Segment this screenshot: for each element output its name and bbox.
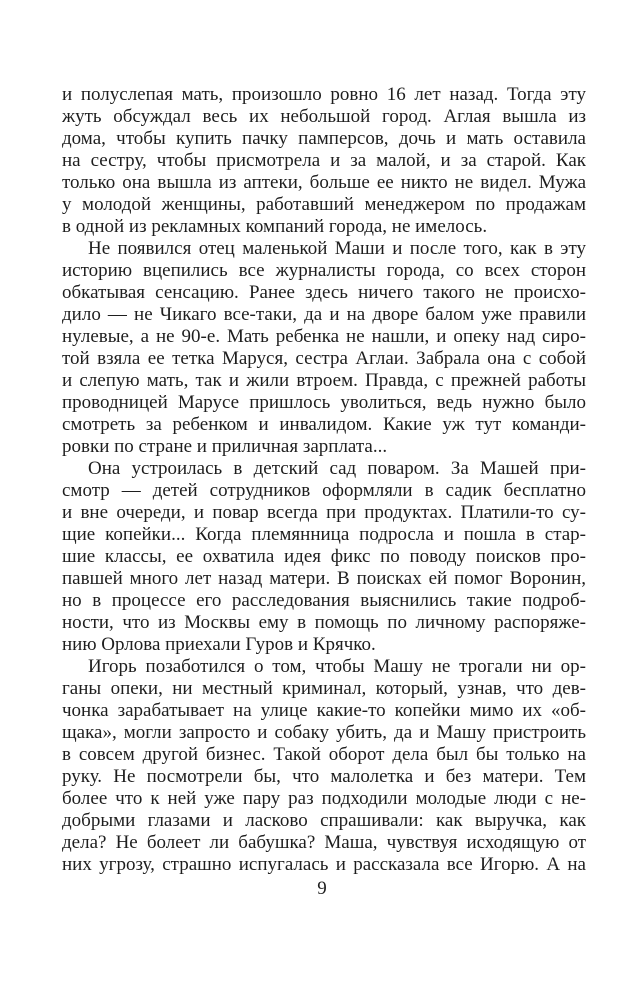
text-line: обкатывая сенсацию. Ранее здесь ничего такого не происхо- bbox=[62, 282, 586, 303]
text-line: в совсем другой бизнес. Такой оборот дела был бы только на bbox=[62, 744, 586, 765]
text-line: ности, что из Москвы ему в помощь по личному распоряже- bbox=[62, 612, 586, 633]
paragraph bbox=[62, 84, 586, 238]
text-line: щака», могли запросто и собаку убить, да и Машу пристроить bbox=[62, 722, 586, 743]
text-line: руку. Не посмотрели бы, что малолетка и без матери. Тем bbox=[62, 766, 586, 787]
text-line: нию Орлова приехали Гуров и Крячко. bbox=[62, 634, 376, 655]
text-line: смотреть за ребенком и инвалидом. Какие уж тут команди- bbox=[62, 414, 586, 435]
text-line: историю вцепились все журналисты города, со всех сторон bbox=[62, 260, 586, 281]
text-line: щие копейки... Когда племянница подросла и пошла в стар- bbox=[62, 524, 586, 545]
text-line: Игорь позаботился о том, чтобы Машу не трогали ни ор- bbox=[88, 656, 586, 677]
text-line: и полуслепая мать, произошло ровно 16 лет назад. Тогда эту bbox=[62, 84, 586, 105]
text-line: ровки по стране и приличная зарплата... bbox=[62, 436, 388, 457]
text-line: и вне очереди, и повар всегда при продуктах. Платили-то су- bbox=[62, 502, 586, 523]
text-line: только она вышла из аптеки, больше ее никто не видел. Мужа bbox=[62, 172, 586, 193]
text-line: той взяла ее тетка Маруся, сестра Аглаи. Забрала она с собой bbox=[62, 348, 586, 369]
text-line: у молодой женщины, работавший менеджером по продажам bbox=[62, 194, 586, 215]
text-line: более что к ней уже пару раз подходили молодые люди с не- bbox=[62, 788, 586, 809]
text-line: но в процессе его расследования выяснились такие подроб- bbox=[62, 590, 586, 611]
text-line: дома, чтобы купить пачку памперсов, дочь и мать оставила bbox=[62, 128, 586, 149]
text-line: Не появился отец маленькой Маши и после того, как в эту bbox=[88, 238, 586, 259]
text-line: дило — не Чикаго все-таки, да и на дворе балом уже правили bbox=[62, 304, 586, 325]
paragraph bbox=[62, 656, 586, 876]
text-line: павшей много лет назад матери. В поисках ей помог Воронин, bbox=[62, 568, 586, 589]
text-line: в одной из рекламных компаний города, не имелось. bbox=[62, 216, 488, 237]
text-line: нулевые, а не 90-е. Мать ребенка не нашли, и опеку над сиро- bbox=[62, 326, 586, 347]
text-line: смотр — детей сотрудников оформляли в садик бесплатно bbox=[62, 480, 586, 501]
text-line: ганы опеки, ни местный криминал, который, узнав, что дев- bbox=[62, 678, 586, 699]
paragraph bbox=[62, 238, 586, 458]
text-line: Она устроилась в детский сад поваром. За Машей при- bbox=[88, 458, 586, 479]
text-line: на сестру, чтобы присмотрела и за малой, и за старой. Как bbox=[62, 150, 586, 171]
text-block bbox=[62, 84, 586, 876]
text-line: шие классы, ее охватила идея фикс по поводу поисков про- bbox=[62, 546, 586, 567]
text-line: жуть обсуждал весь их небольшой город. Аглая вышла из bbox=[62, 106, 586, 127]
text-line: них угрозу, страшно испугалась и рассказала все Игорю. А на bbox=[62, 854, 586, 875]
text-line: и слепую мать, так и жили втроем. Правда, с прежней работы bbox=[62, 370, 586, 391]
text-line: проводницей Марусе пришлось уволиться, ведь нужно было bbox=[62, 392, 586, 413]
text-line: чонка зарабатывает на улице какие-то копейки мимо их «об- bbox=[62, 700, 586, 721]
page-number: 9 bbox=[317, 878, 327, 899]
paragraph bbox=[62, 458, 586, 656]
text-line: добрыми глазами и ласково спрашивали: как выручка, как bbox=[62, 810, 586, 831]
text-line: дела? Не болеет ли бабушка? Маша, чувствуя исходящую от bbox=[62, 832, 586, 853]
